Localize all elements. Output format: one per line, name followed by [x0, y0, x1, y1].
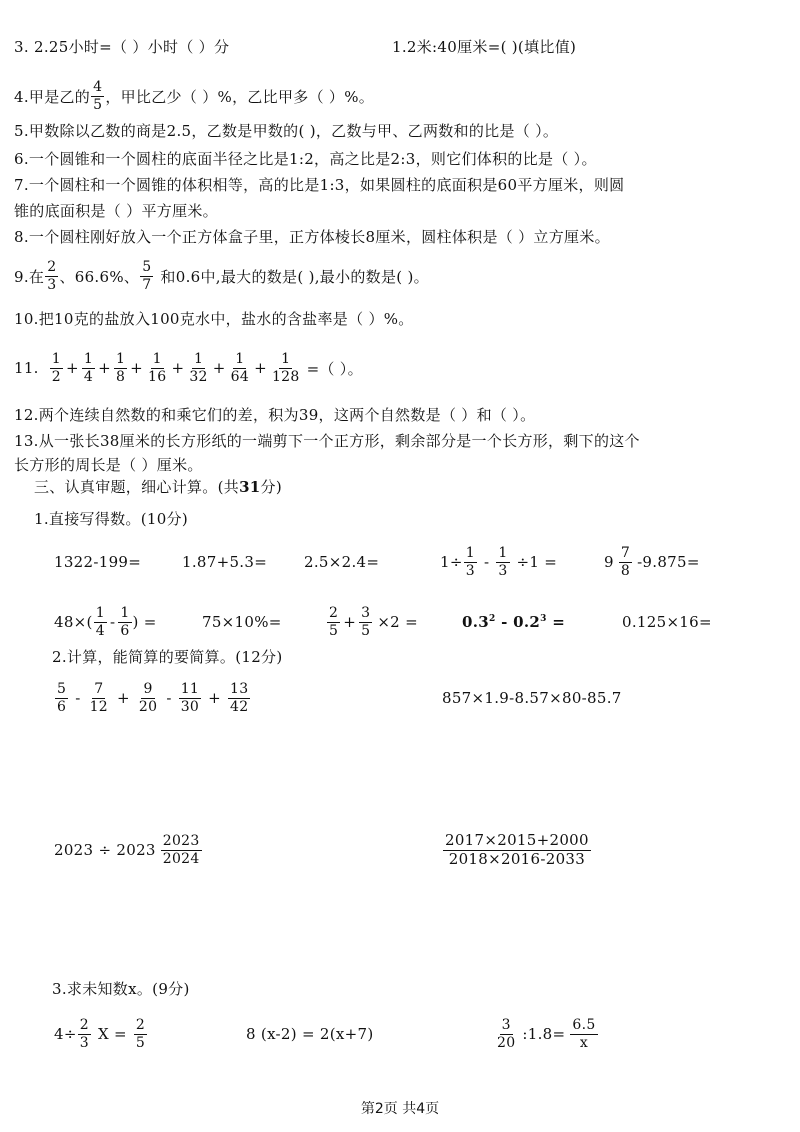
calc-row-2 — [0, 820, 800, 880]
fraction-series-expression: 5 6 - 7 12 + $\frac{9}{20}$ - 11 30 + $\frac{13}{42}$ — [57, 681, 249, 715]
calc-powers: $0.3^2 - 0.2^3$ = — [462, 613, 566, 631]
page-number: 第2页 共4页 — [360, 1101, 440, 1117]
calc-row-1 — [0, 672, 800, 724]
fraction-1-16: $\frac{1}{16}$ — [148, 351, 167, 385]
question-13: 13.从一张长38厘米的长方形纸的一端剪下一个正方形，剩余部分是一个长方形，剩下的这个 — [14, 431, 640, 450]
fraction-1-64: $\frac{1}{64}$ — [230, 351, 250, 385]
question-9: 9.在 2 3 、66.6%、 5 7 和0.6中,最大的数是( ),最小的数是( )。 — [14, 259, 429, 293]
fraction-5-7: 5 7 — [142, 259, 152, 293]
equation-1: 4÷ $\frac{2}{3}$ X = $\frac{2}{5}$ — [54, 1017, 146, 1051]
question-5: 5.甲数除以乙数的商是2.5，乙数是甲数的( )，乙数与甲、乙两数和的比是（ ）。 — [14, 121, 559, 140]
question-6: 6.一个圆锥和一个圆柱的底面半径之比是1:2，高之比是2:3，则它们体积的比是（ ）。 — [14, 149, 597, 168]
question-4-prefix: 4.甲是乙的 — [14, 87, 91, 106]
calc-0.125-times-16: 0.125×16= — [622, 613, 712, 631]
question-3-ratio: 1.2米:40厘米=( )(填比值) — [392, 37, 577, 56]
section-3-title: 三、认真审题，细心计算。(共31分) — [34, 477, 282, 496]
calc-48-times-fractions: 48×( 1 4 - 1 6 ) = — [54, 605, 157, 639]
decimal-expression: 857×1.9-8.57×80-85.7 — [442, 689, 622, 707]
question-11: 11. 1 2 + $\frac{1}{4}$ + $\frac{1}{8}$ + $\frac{1}{16}$ + $\frac{1}{32}$ + $\frac{1}{64}$ + $\frac{1}{128}$ =（ ）。 — [14, 351, 363, 385]
fraction-1-2: 1 2 — [51, 351, 61, 385]
equation-2: 8 (x-2) = 2(x+7) — [246, 1025, 374, 1043]
part-1-title: 1.直接写得数。(10分) — [34, 509, 189, 528]
question-4-suffix: ，甲比乙少（ ）%，乙比甲多（ ）%。 — [105, 87, 375, 106]
question-3 — [0, 20, 800, 72]
equation-row — [0, 1004, 800, 1064]
question-12: 12.两个连续自然数的和乘它们的差，积为39，这两个自然数是（ ）和（ ）。 — [14, 405, 536, 424]
part-3-title: 3.求未知数x。(9分) — [52, 979, 190, 998]
large-fraction-expression: 2017×2015+2000 2018×2016-2033 — [445, 831, 589, 868]
direct-calc-row-1 — [0, 536, 800, 588]
calc-2.5-times-2.4: 2.5×2.4= — [304, 553, 380, 571]
fraction-4-5: 4 5 — [93, 79, 103, 113]
fraction-1-4: $\frac{1}{4}$ — [83, 351, 94, 385]
question-8: 8.一个圆柱刚好放入一个正方体盒子里，正方体棱长8厘米，圆柱体积是（ ）立方厘米。 — [14, 227, 610, 246]
fraction-1-32: $\frac{1}{32}$ — [189, 351, 208, 385]
calc-1.87-plus-5.3: 1.87+5.3= — [182, 553, 268, 571]
calc-75-times-10-percent: 75×10%= — [202, 613, 282, 631]
part-2-title: 2.计算，能简算的要简算。(12分) — [52, 647, 283, 666]
question-10: 10.把10克的盐放入100克水中，盐水的含盐率是（ ）%。 — [14, 309, 414, 328]
question-13-continued: 长方形的周长是（ ）厘米。 — [14, 455, 203, 474]
question-3-time: 3. 2.25小时=（ ）小时（ ）分 — [14, 37, 230, 56]
fraction-1-8: $\frac{1}{8}$ — [115, 351, 126, 385]
question-7-continued: 锥的底面积是（ ）平方厘米。 — [14, 201, 218, 220]
question-7: 7.一个圆柱和一个圆锥的体积相等，高的比是1:3，如果圆柱的底面积是60平方厘米，则圆 — [14, 175, 625, 194]
calc-mixed-number: 9 7 8 -9.875= — [604, 545, 700, 579]
calc-fraction-sum: 2 5 + $\frac{3}{5}$ ×2 = — [329, 605, 418, 639]
mixed-division-expression: 2023 ÷ 2023 2023 2024 — [54, 833, 200, 867]
fraction-2-3: 2 3 — [47, 259, 57, 293]
fraction-1-128: $\frac{1}{128}$ — [271, 351, 300, 385]
calc-1322-199: 1322-199= — [54, 553, 142, 571]
equation-3: 3 20 :1.8= $\frac{6.5}{x}$ — [497, 1017, 596, 1051]
calc-division-fractions: 1÷ $\frac{1}{3}$ - $\frac{1}{3}$ ÷1 = — [440, 545, 558, 579]
